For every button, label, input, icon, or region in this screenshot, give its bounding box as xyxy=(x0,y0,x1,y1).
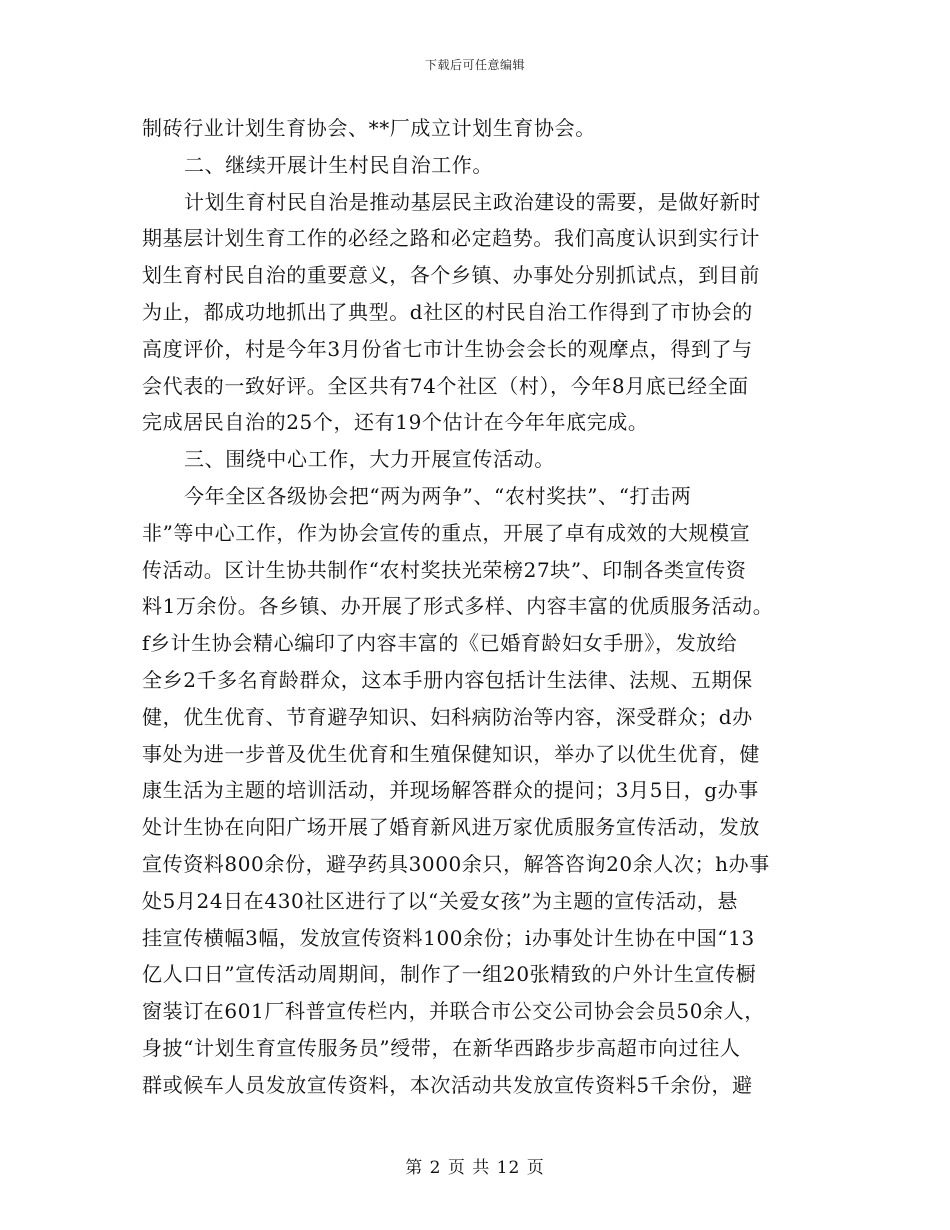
page-header: 下载后可任意编辑 xyxy=(424,58,525,72)
body-line: 康生活为主题的培训活动，并现场解答群众的提问；3月5日，g办事 xyxy=(142,778,759,803)
body-line: 窗装订在601厂科普宣传栏内，并联合市公交公司协会会员50余人， xyxy=(142,999,765,1024)
body-line: 计划生育村民自治是推动基层民主政治建设的需要，是做好新时 xyxy=(184,189,761,214)
body-line: 划生育村民自治的重要意义，各个乡镇、办事处分别抓试点，到目前 xyxy=(142,263,760,288)
body-line: 完成居民自治的25个，还有19个估计在今年年底完成。 xyxy=(142,410,649,435)
page-number-footer: 第 2 页 共 12 页 xyxy=(405,1158,545,1178)
body-line: 料1万余份。各乡镇、办开展了形式多样、内容丰富的优质服务活动。 xyxy=(142,594,774,619)
body-line: 期基层计划生育工作的必经之路和必定趋势。我们高度认识到实行计 xyxy=(142,226,760,251)
body-line: 非”等中心工作，作为协会宣传的重点，开展了卓有成效的大规模宣 xyxy=(142,520,751,545)
section-heading: 二、继续开展计生村民自治工作。 xyxy=(184,152,493,177)
body-line: 亿人口日”宣传活动周期间，制作了一组20张精致的户外计生宣传橱 xyxy=(142,962,757,987)
body-line: 挂宣传横幅3幅，发放宣传资料100余份；i办事处计生协在中国“13 xyxy=(142,925,755,950)
body-line: 事处为进一步普及优生优育和生殖保健知识，举办了以优生优育，健 xyxy=(142,741,760,766)
body-line: 高度评价，村是今年3月份省七市计生协会会长的观摩点，得到了与 xyxy=(142,336,753,361)
body-line: 身披“计划生育宣传服务员”绶带，在新华西路步步高超市向过往人 xyxy=(142,1035,741,1060)
body-line: 为止，都成功地抓出了典型。d社区的村民自治工作得到了市协会的 xyxy=(142,299,753,324)
body-line: 会代表的一致好评。全区共有74个社区（村），今年8月底已经全面 xyxy=(142,373,749,398)
body-line: 传活动。区计生协共制作“农村奖扶光荣榜27块”、印制各类宣传资 xyxy=(142,557,747,582)
section-heading: 三、围绕中心工作，大力开展宣传活动。 xyxy=(184,447,555,472)
body-line: 处5月24日在430社区进行了以“关爱女孩”为主题的宣传活动，悬 xyxy=(142,888,738,913)
body-line: 宣传资料800余份，避孕药具3000余只，解答咨询20余人次；h办事 xyxy=(142,851,770,876)
body-line: f乡计生协会精心编印了内容丰富的《已婚育龄妇女手册》，发放给 xyxy=(142,631,738,656)
document-body xyxy=(142,110,808,1104)
body-line: 今年全区各级协会把“两为两争”、“农村奖扶”、“打击两 xyxy=(184,483,692,508)
body-line: 处计生协在向阳广场开展了婚育新风进万家优质服务宣传活动，发放 xyxy=(142,815,760,840)
body-line: 健，优生优育、节育避孕知识、妇科病防治等内容，深受群众；d办 xyxy=(142,704,753,729)
body-line: 制砖行业计划生育协会、**厂成立计划生育协会。 xyxy=(142,116,596,140)
body-line: 群或候车人员发放宣传资料，本次活动共发放宣传资料5千余份，避 xyxy=(142,1072,753,1097)
body-line: 全乡2千多名育龄群众，这本手册内容包括计生法律、法规、五期保 xyxy=(142,667,753,692)
